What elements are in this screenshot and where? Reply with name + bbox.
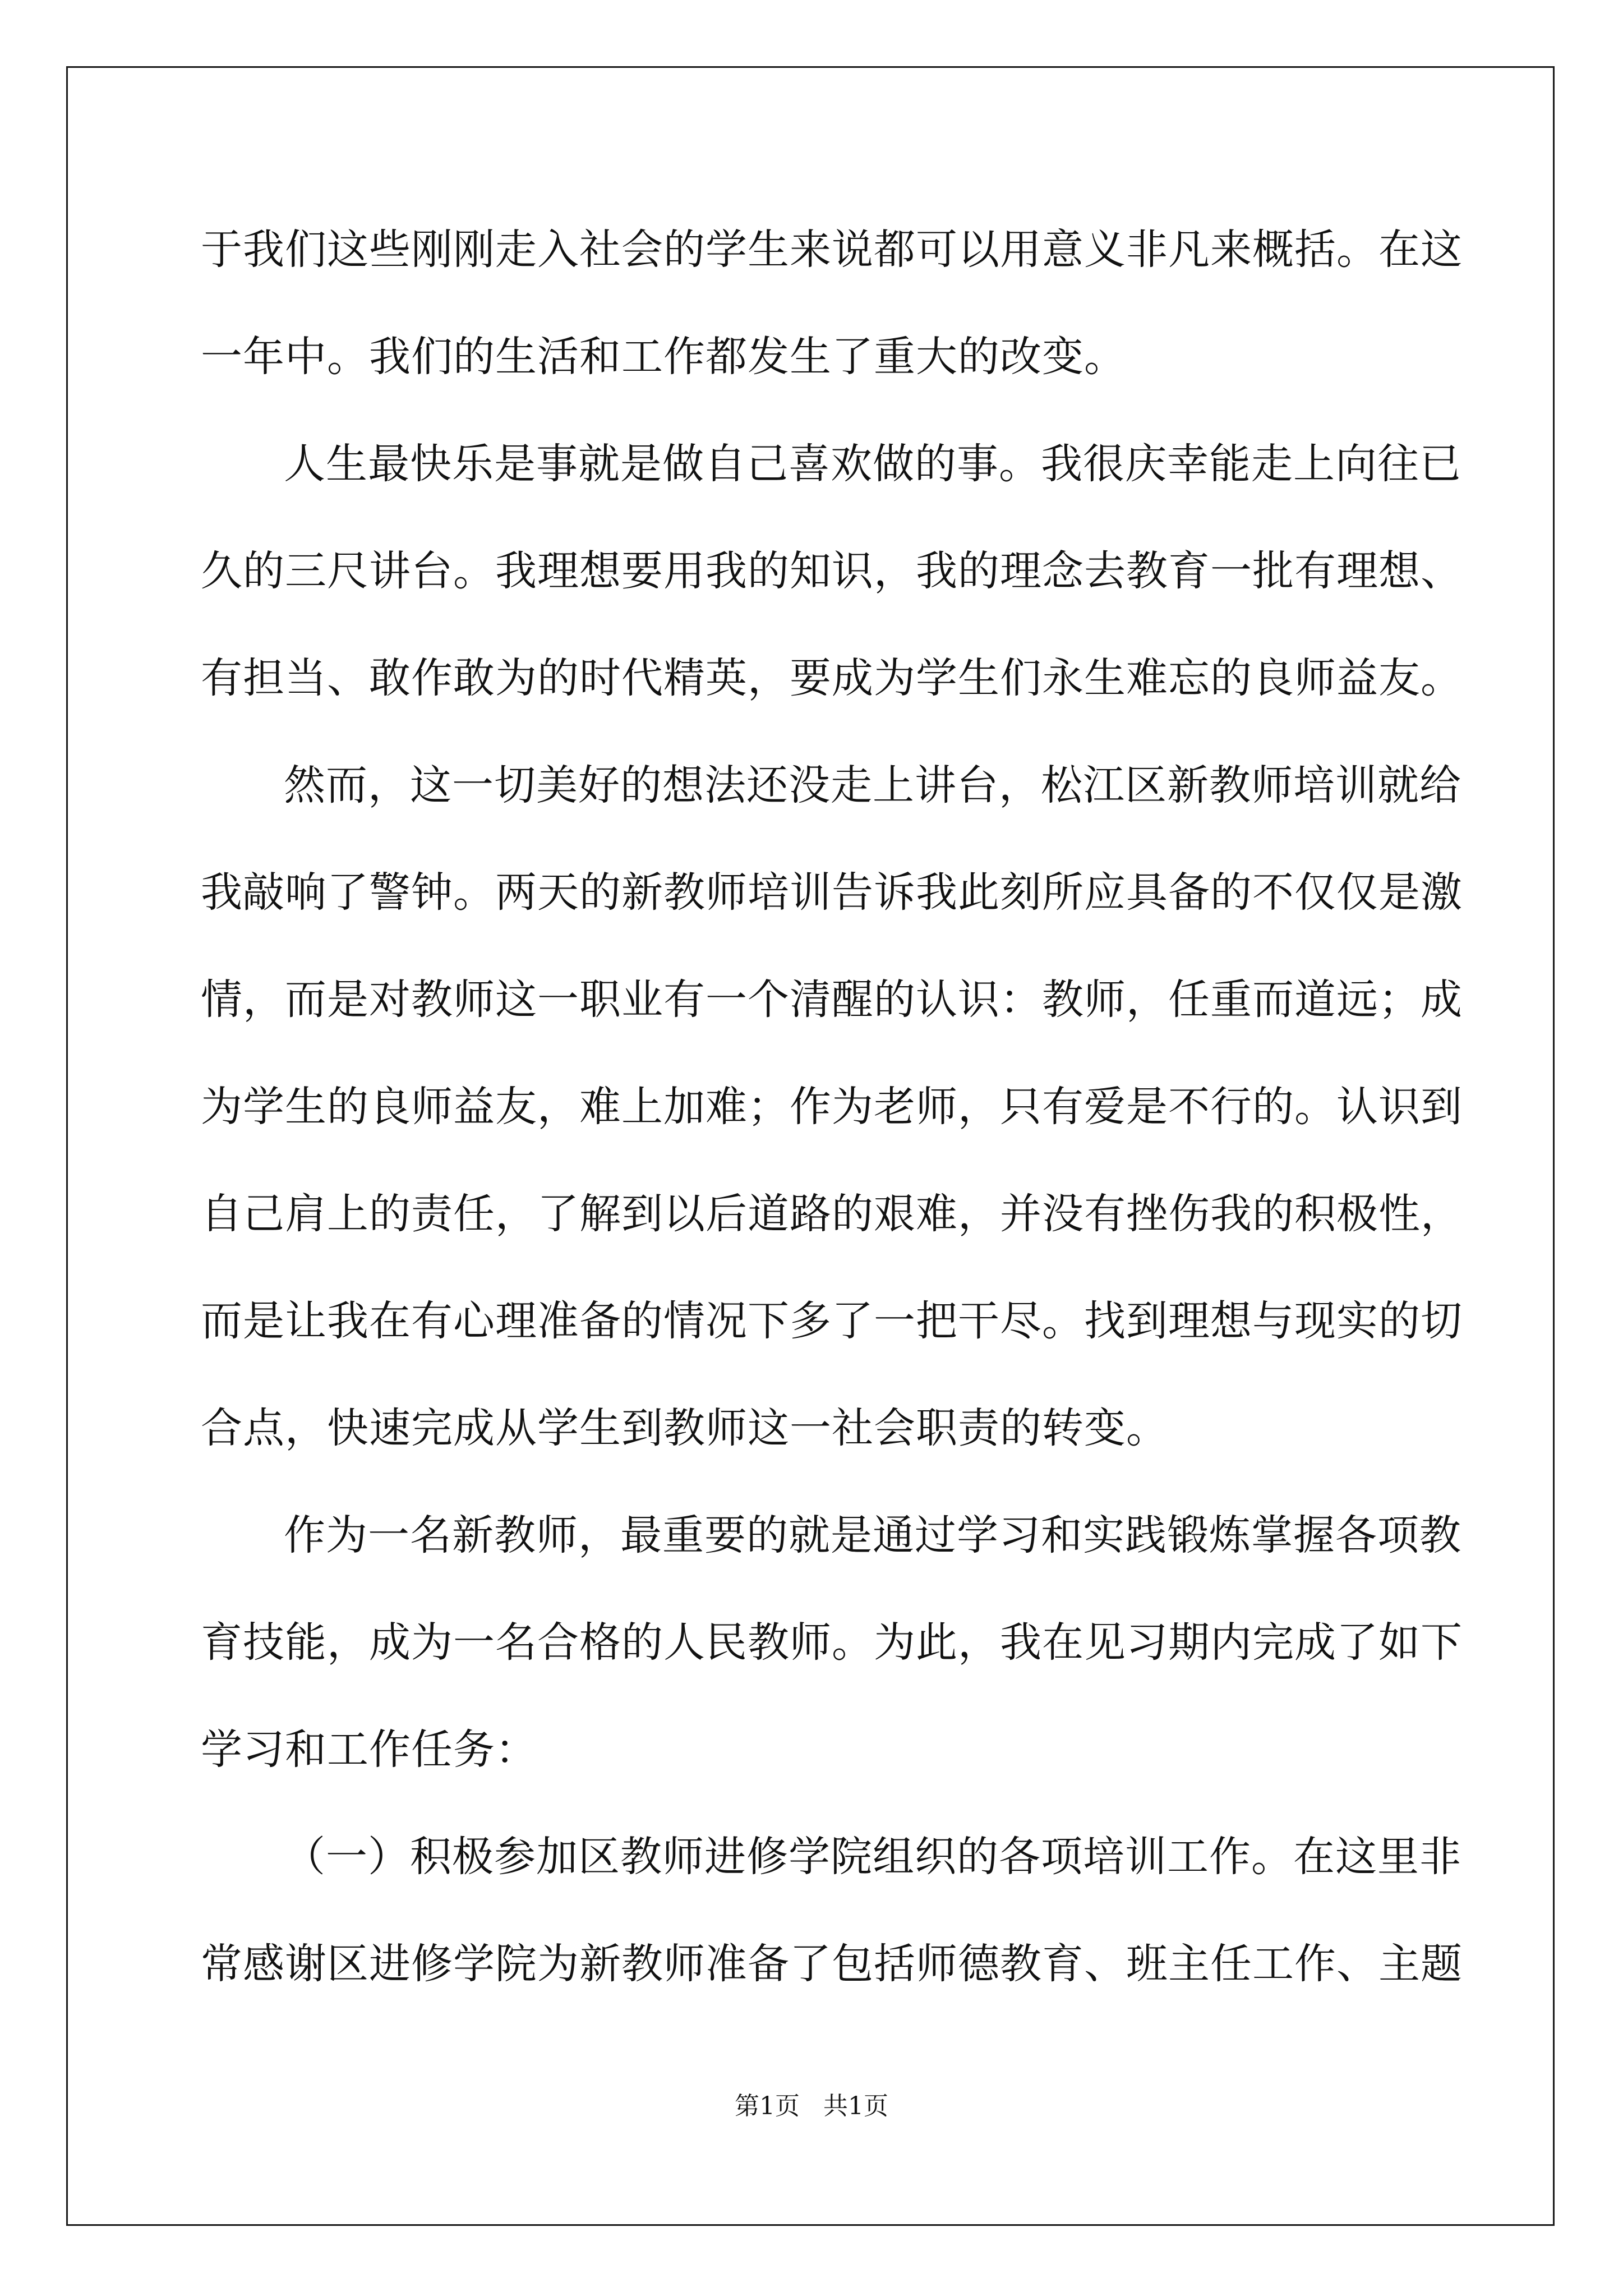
page-total: 共1页: [823, 2092, 888, 2120]
document-body: [201, 196, 1463, 2018]
text-line: （一）积极参加区教师进修学院组织的各项培训工作。在这里非: [284, 1833, 1461, 1881]
text-line: 常感谢区进修学院为新教师准备了包括师德教育、班主任工作、主题: [201, 1940, 1463, 1988]
text-line: 为学生的良师益友，难上加难；作为老师，只有爱是不行的。认识到: [201, 1083, 1463, 1131]
text-line: 情，而是对教师这一职业有一个清醒的认识：教师，任重而道远；成: [201, 976, 1463, 1024]
text-line: 而是让我在有心理准备的情况下多了一把干尽。找到理想与现实的切: [201, 1297, 1463, 1345]
text-line: 有担当、敢作敢为的时代精英，要成为学生们永生难忘的良师益友。: [201, 654, 1463, 702]
text-line: 人生最快乐是事就是做自己喜欢做的事。我很庆幸能走上向往已: [284, 440, 1461, 488]
text-line: 于我们这些刚刚走入社会的学生来说都可以用意义非凡来概括。在这: [201, 226, 1463, 274]
text-line: 久的三尺讲台。我理想要用我的知识，我的理念去教育一批有理想、: [201, 547, 1463, 595]
text-line: 合点，快速完成从学生到教师这一社会职责的转变。: [201, 1404, 1168, 1452]
text-line: 一年中。我们的生活和工作都发生了重大的改变。: [201, 333, 1126, 381]
text-line: 育技能，成为一名合格的人民教师。为此，我在见习期内完成了如下: [201, 1618, 1463, 1667]
page-footer: [0, 2090, 1623, 2123]
text-line: 作为一名新教师，最重要的就是通过学习和实践锻炼掌握各项教: [284, 1511, 1461, 1559]
page-number: 第1页: [735, 2092, 800, 2120]
text-line: 然而，这一切美好的想法还没走上讲台，松江区新教师培训就给: [284, 761, 1461, 809]
text-line: 自己肩上的责任，了解到以后道路的艰难，并没有挫伤我的积极性，: [201, 1190, 1463, 1238]
text-line: 学习和工作任务：: [201, 1726, 537, 1774]
text-line: 我敲响了警钟。两天的新教师培训告诉我此刻所应具备的不仅仅是激: [201, 868, 1463, 917]
